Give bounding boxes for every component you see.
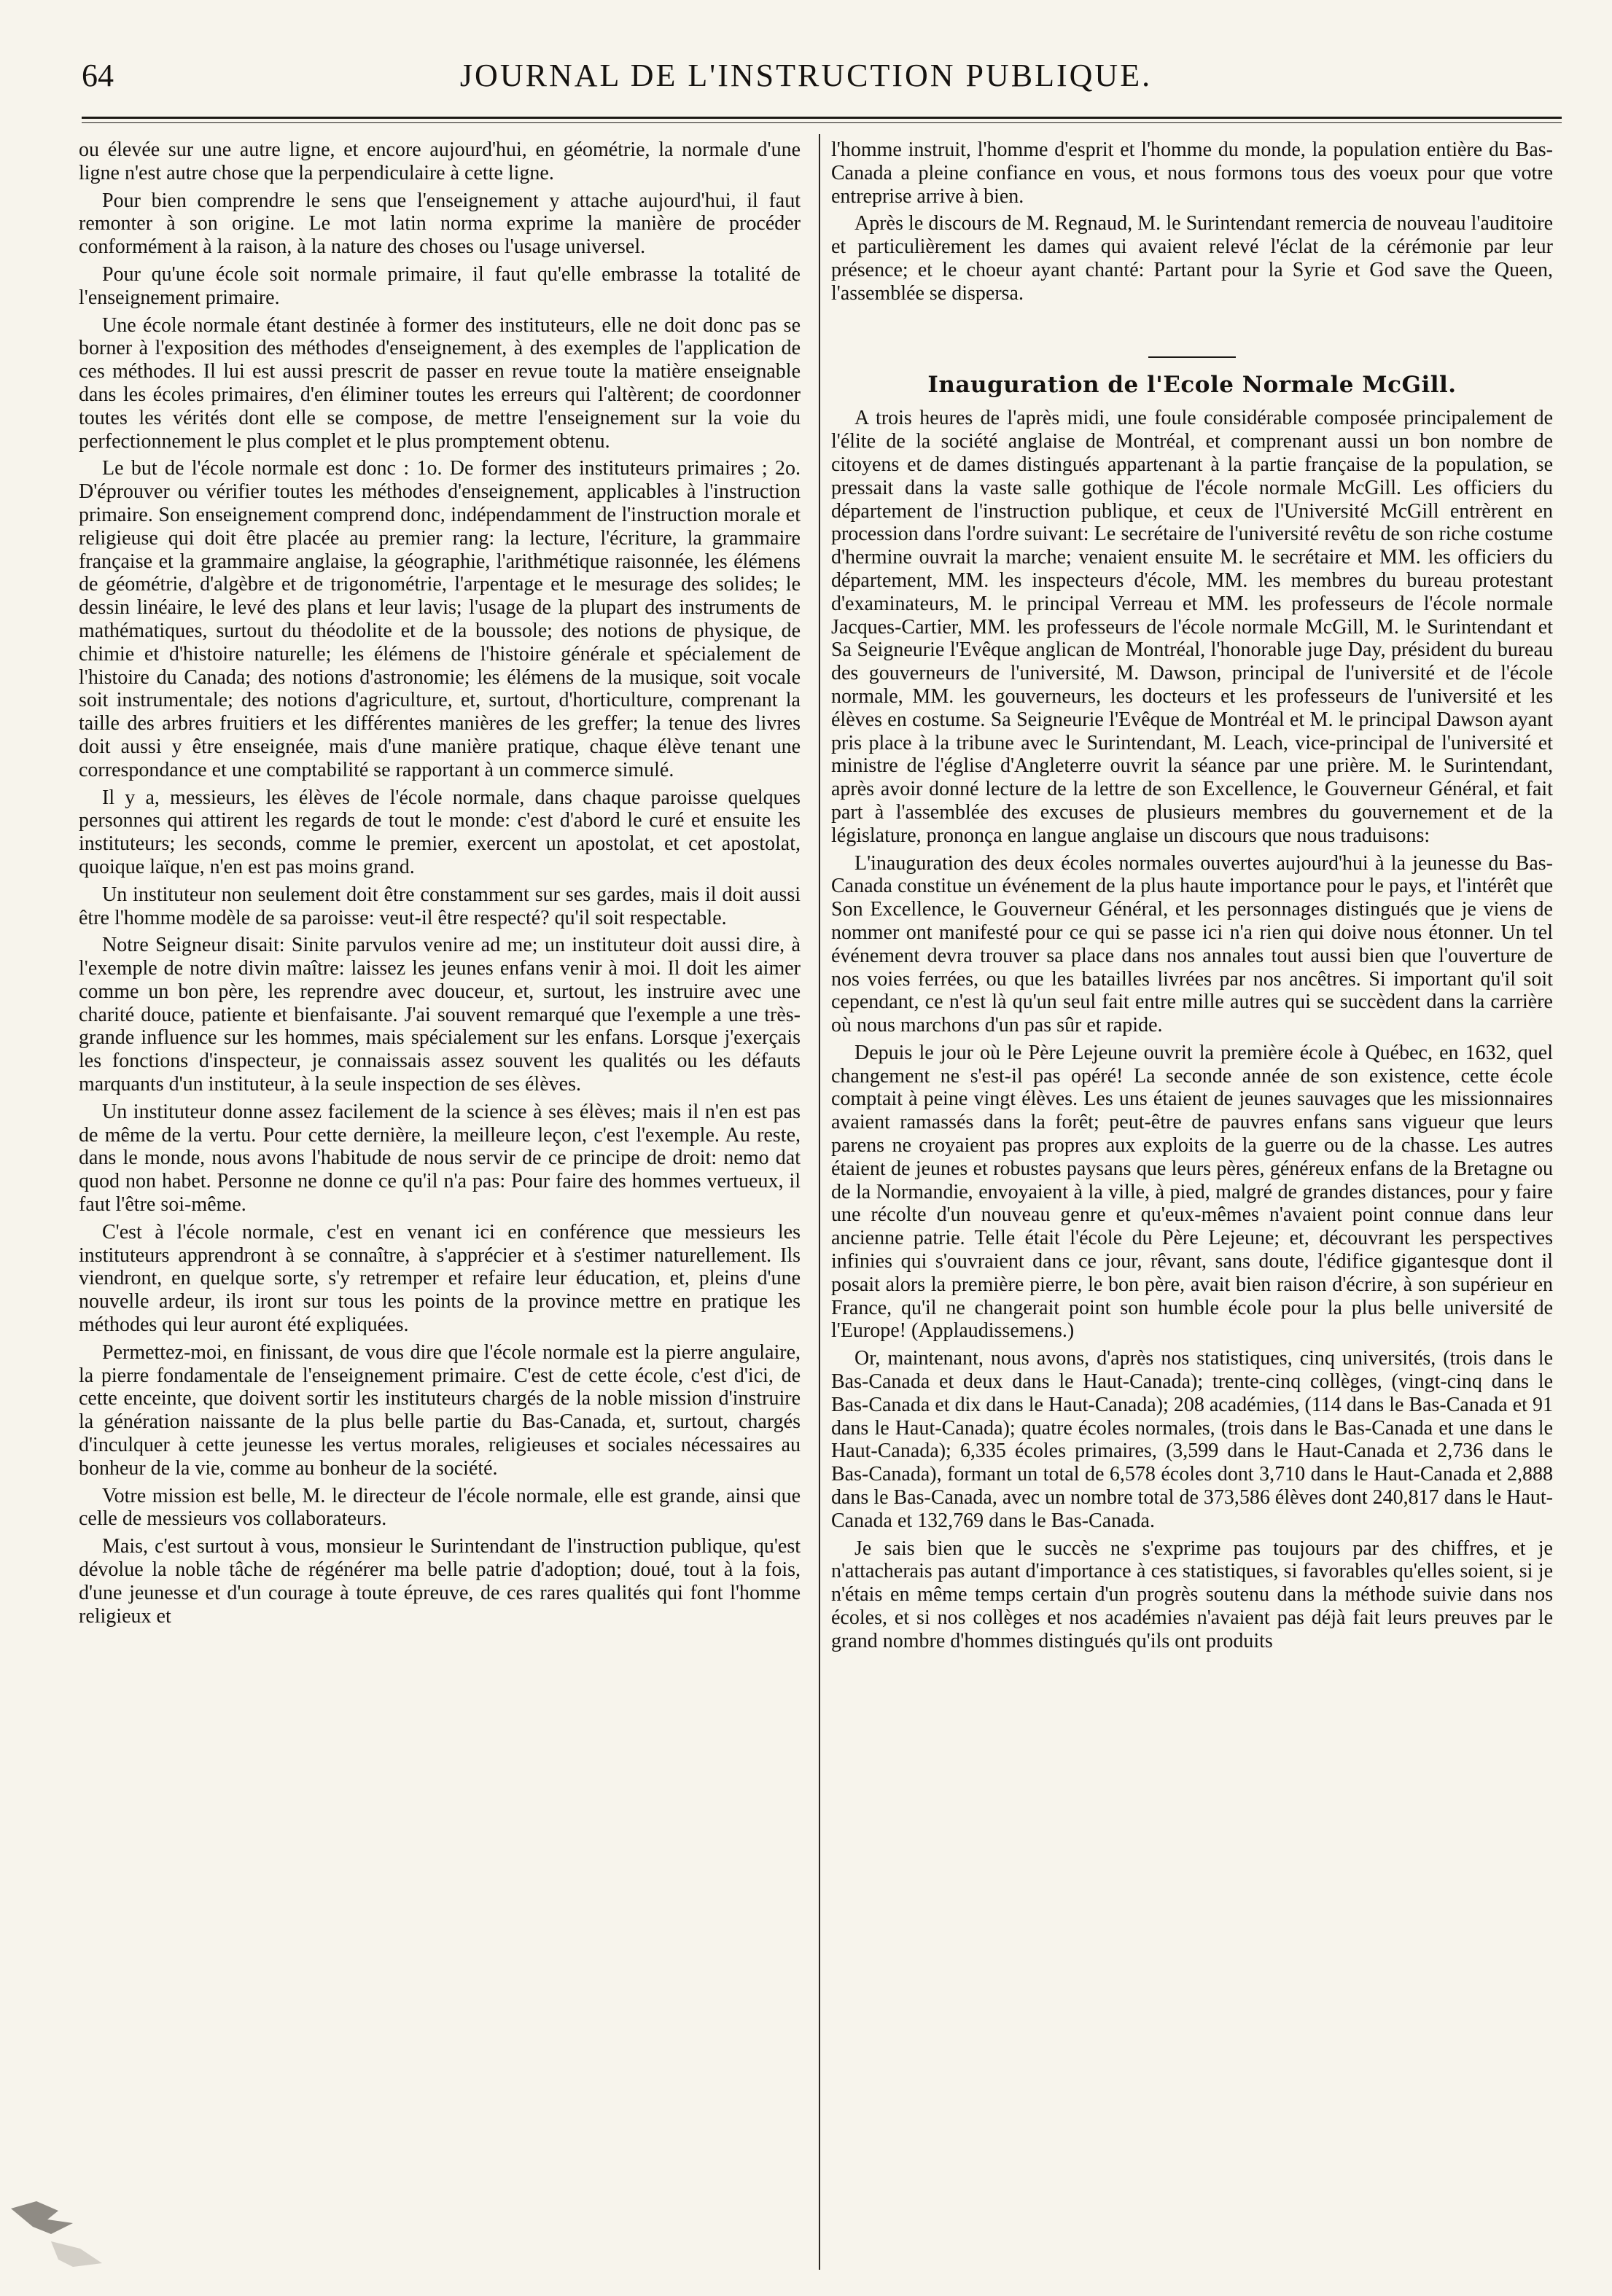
paragraph: Or, maintenant, nous avons, d'après nos statistiques, cinq universités, (trois dans le Bas-Canada et deux dans le Haut-Canada); trente-cinq collèges, (vingt-cinq dans le Bas-Canada et dix dans le Haut-Canada); 208 académies, (114 dans le Bas-Canada et 91 dans le Haut-Canada); quatre écoles normales, (trois dans le Bas-Canada et une dans le Haut-Canada); 6,335 écoles primaires, (3,599 dans le Haut-Canada et 2,736 dans le Bas-Canada), formant un total de 6,578 écoles dont 3,710 dans le Haut-Canada et 2,888 dans le Bas-Canada, avec un nombre total de 373,586 élèves dont 240,817 dans le Haut-Canada et 132,769 dans le Bas-Canada.: [831, 1347, 1553, 1532]
paragraph: Une école normale étant destinée à former des instituteurs, elle ne doit donc pas se borner à l'exposition des méthodes d'enseignement, à des exemples de l'application de ces méthodes. Il lui est aussi prescrit de passer en revue toute la matière enseignable dans les écoles primaires, d'en éliminer toutes les erreurs qui l'altèrent; de coordonner toutes les vérités dont elle se compose, de mettre l'enseignement sur la voie du perfectionnement le plus complet et le plus promptement obtenu.: [79, 313, 801, 453]
header-rule-thin: [82, 122, 1562, 123]
article-heading: Inauguration de l'Ecole Normale McGill.: [927, 371, 1457, 398]
paragraph: L'inauguration des deux écoles normales ouvertes aujourd'hui à la jeunesse du Bas-Canada constitue un événement de la plus haute importance pour le pays, et l'intérêt que Son Excellence, le Gouverneur Général, et les personnages distingués que je viens de nommer ont manifesté pour ce qui se passe ici n'a rien qui doive nous étonner. Un tel événement devra trouver sa place dans nos annales tout aussi bien que l'ouverture de nos voies ferrées, ou que les batailles livrées par nos ancêtres. Si important qu'il soit cependant, ce n'est là qu'un seul fait entre mille autres qui se succèdent dans la carrière où nous marchons d'un pas sûr et rapide.: [831, 851, 1553, 1037]
page-number: 64: [82, 58, 114, 93]
paragraph: Depuis le jour où le Père Lejeune ouvrit la première école à Québec, en 1632, quel changement ne s'est-il pas opéré! La seconde année de son existence, cette école comptait à peine vingt élèves. Les uns étaient de jeunes sauvages que les missionnaires avaient ramassés dans la forêt; peut-être de pauvres enfans sans vigueur que leurs parens ne croyaient pas propres aux exploits de la guerre ou de la chasse. Les autres étaient de jeunes et robustes paysans que leurs pères, généreux enfans de la Bretagne ou de la Normandie, envoyaient à la ville, à pied, malgré de grandes distances, pour y faire une récolte d'un nouveau genre et qu'eux-mêmes n'avaient point connue dans leur ancienne patrie. Telle était l'école du Père Lejeune; et, découvrant les perspectives infinies qui s'ouvraient dans ce jour, rêvant, sans doute, l'édifice gigantesque dont il posait alors la première pierre, le bon père, avait bien raison d'écrire, à son supérieur en France, qu'il ne changerait point son humble école pour la plus belle université de l'Europe! (Applaudissemens.): [831, 1041, 1553, 1343]
paragraph: Après le discours de M. Regnaud, M. le Surintendant remercia de nouveau l'auditoire et particulièrement les dames qui avaient relevé l'éclat de la cérémonie par leur présence; et le choeur ayant chanté: Partant pour la Syrie et God save the Queen, l'assemblée se dispersa.: [831, 212, 1553, 305]
paragraph: Le but de l'école normale est donc : 1o. De former des instituteurs primaires ; 2o. D'éprouver ou vérifier toutes les méthodes d'enseignement, applicables à l'instruction primaire. Son enseignement comprend donc, indépendamment de l'instruction morale et religieuse qui doit être placée au premier rang: la lecture, l'écriture, la grammaire française et la grammaire anglaise, la géographie, l'arithmétique raisonnée, les élémens de géométrie, d'algèbre et de trigonométrie, l'arpentage et le mesurage des solides; le dessin linéaire, le levé des plans et leur lavis; l'usage de la plupart des instruments de mathématiques, surtout du théodolite et de la boussole; des notions de physique, de chimie et d'histoire naturelle; les élémens de l'histoire générale et spécialement de l'histoire du Canada; des notions d'astronomie; les élémens de la musique, soit vocale soit instrumentale; des notions d'agriculture, et, surtout, d'horticulture, comprenant la taille des arbres fruitiers et les différentes manières de les greffer; la tenue des livres doit aussi y être enseignée, mais d'une manière pratique, chaque élève tenant une correspondance et une comptabilité se rapportant à un commerce simulé.: [79, 457, 801, 781]
paragraph: Votre mission est belle, M. le directeur de l'école normale, elle est grande, ainsi que celle de messieurs vos collaborateurs.: [79, 1484, 801, 1531]
page-title: JOURNAL DE L'INSTRUCTION PUBLIQUE.: [459, 58, 1153, 93]
paragraph: ou élevée sur une autre ligne, et encore aujourd'hui, en géométrie, la normale d'une ligne n'est autre chose que la perpendiculaire à cette ligne.: [79, 138, 801, 184]
paragraph: l'homme instruit, l'homme d'esprit et l'homme du monde, la population entière du Bas-Canada a pleine confiance en vous, et nous formons tous des voeux pour que votre entreprise arrive à bien.: [831, 138, 1553, 208]
right-column: [831, 138, 1553, 2252]
paragraph: C'est à l'école normale, c'est en venant ici en conférence que messieurs les instituteurs apprendront à se connaître, à s'apprécier et à s'estimer naturellement. Ils viendront, en quelque sorte, s'y retremper et refaire leur éducation, et, pleins d'une nouvelle ardeur, ils iront sur tous les points de la province mettre en pratique les méthodes qui leur auront été expliquées.: [79, 1220, 801, 1337]
paragraph: Pour bien comprendre le sens que l'enseignement y attache aujourd'hui, il faut remonter à son origine. Le mot latin norma exprime la manière de procéder conformément à la raison, à la nature des choses ou l'usage universel.: [79, 189, 801, 259]
section-separator: [1148, 356, 1236, 358]
header-rule: [82, 117, 1562, 119]
paragraph: Je sais bien que le succès ne s'exprime pas toujours par des chiffres, et je n'attacherais pas autant d'importance à ces statistiques, si favorables qu'elles soient, si je n'étais en même temps certain d'un progrès soutenu dans la méthode suivie dans nos écoles, et si nos collèges et nos académies n'avaient pas déjà fait leurs preuves par le grand nombre d'hommes distingués qu'ils ont produits: [831, 1536, 1553, 1652]
left-column: [79, 138, 801, 2252]
column-divider: [819, 134, 820, 2270]
paragraph: Pour qu'une école soit normale primaire, il faut qu'elle embrasse la totalité de l'enseignement primaire.: [79, 262, 801, 309]
paragraph: Il y a, messieurs, les élèves de l'école normale, dans chaque paroisse quelques personnes qui attirent les regards de tout le monde: c'est d'abord le curé et ensuite les instituteurs; les seconds, comme le premier, exercent un apostolat, et cet apostolat, quoique laïque, n'en est pas moins grand.: [79, 786, 801, 878]
paragraph: Notre Seigneur disait: Sinite parvulos venire ad me; un instituteur doit aussi dire, à l'exemple de notre divin maître: laissez les jeunes enfans venir à moi. Il doit les aimer comme un bon père, les reprendre avec douceur, et, surtout, les instruire avec une charité douce, patiente et bienfaisante. J'ai souvent remarqué que l'exemple a une très-grande influence sur les hommes, mais spécialement sur les enfans. Lorsque j'exerçais les fonctions d'inspecteur, je connaissais assez souvent les qualités ou les défauts marquants d'un instituteur, à la seule inspection de ses élèves.: [79, 934, 801, 1096]
ink-smudge: [7, 2190, 117, 2270]
paragraph: Un instituteur non seulement doit être constamment sur ses gardes, mais il doit aussi être l'homme modèle de sa paroisse: veut-il être respecté? qu'il soit respectable.: [79, 883, 801, 929]
paragraph: A trois heures de l'après midi, une foule considérable composée principalement de l'élite de la société anglaise de Montréal, et comprenant aussi un bon nombre de citoyens et de dames distingués appartenant à la partie française de la population, se pressait dans la vaste salle gothique de l'école normale McGill. Les officiers du département de l'instruction publique, et ceux de l'Université McGill entrèrent en procession dans l'ordre suivant: Le secrétaire de l'université revêtu de son riche costume d'hermine ouvrait la marche; venaient ensuite M. le secrétaire et MM. les officiers du département, MM. les inspecteurs d'école, MM. les membres du bureau protestant d'examinateurs, M. le principal Verreau et MM. les professeurs de l'école normale Jacques-Cartier, MM. les professeurs de l'école normale McGill, M. le Surintendant et Sa Seigneurie l'Evêque anglican de Montréal, l'honorable juge Day, président du bureau des gouverneurs de l'université, M. Dawson, principal de l'université et de l'école normale, MM. les gouverneurs, les docteurs et les professeurs de l'université et les élèves en costume. Sa Seigneurie l'Evêque de Montréal et M. le principal Dawson ayant pris place à la tribune avec le Surintendant, M. Leach, vice-principal de l'université et ministre de l'église d'Angleterre ouvrit la séance par une prière. M. le Surintendant, après avoir donné lecture de la lettre de son Excellence, le Gouverneur Général, et fait part à l'assemblée des excuses de plusieurs membres du gouvernement et de la législature, prononça en langue anglaise un discours que nous traduisons:: [831, 407, 1553, 847]
paragraph: Un instituteur donne assez facilement de la science à ses élèves; mais il n'en est pas de même de la vertu. Pour cette dernière, la meilleure leçon, c'est l'exemple. Au reste, dans le monde, nous avons l'habitude de nous servir de ce principe de droit: nemo dat quod non habet. Personne ne donne ce qu'il n'a pas: Pour faire des hommes vertueux, il faut l'être soi-même.: [79, 1100, 801, 1217]
paragraph: Permettez-moi, en finissant, de vous dire que l'école normale est la pierre angulaire, la pierre fondamentale de l'enseignement primaire. C'est de cette école, c'est d'ici, de cette enceinte, que doivent sortir les instituteurs chargés de la noble mission d'instruire la génération naissante de la plus belle partie du Bas-Canada, et, surtout, chargés d'inculquer à cette jeunesse les vertus morales, religieuses et sociales nécessaires au bonheur de la vie, comme au bonheur de la société.: [79, 1340, 801, 1480]
paragraph: Mais, c'est surtout à vous, monsieur le Surintendant de l'instruction publique, qu'est dévolue la noble tâche de régénérer ma belle patrie d'adoption; doué, tout à la fois, d'une jeunesse et d'un courage à toute épreuve, de ces rares qualités qui font l'homme religieux et: [79, 1535, 801, 1628]
